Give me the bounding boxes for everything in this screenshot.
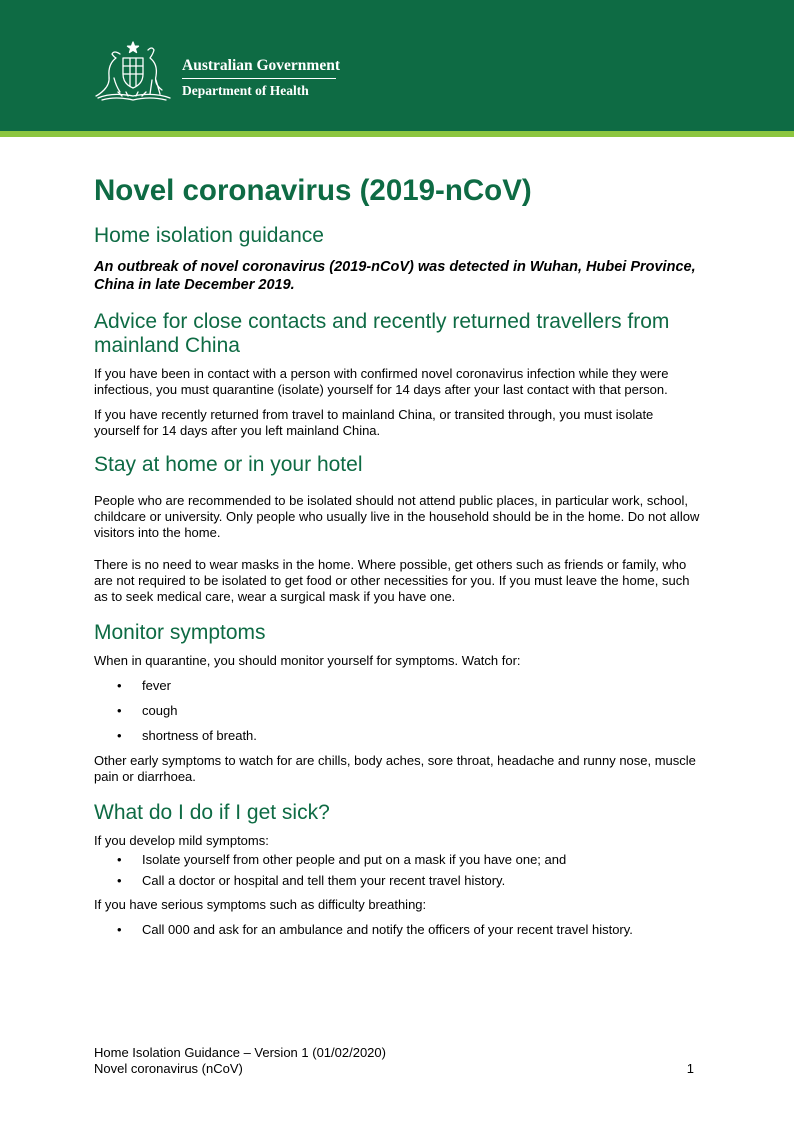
org-name-line1: Australian Government — [182, 57, 341, 74]
paragraph: If you develop mild symptoms: — [94, 833, 269, 848]
symptom-list — [94, 678, 700, 744]
list-item-text: shortness of breath. — [142, 728, 257, 743]
section-heading: Advice for close contacts and recently returned travellers from mainland China — [94, 310, 670, 357]
serious-symptom-list — [94, 922, 700, 938]
document-body — [94, 168, 700, 938]
paragraph: When in quarantine, you should monitor yourself for symptoms. Watch for: — [94, 653, 521, 668]
bullet: • — [117, 678, 122, 693]
org-name — [182, 56, 340, 99]
bullet: • — [117, 852, 122, 867]
list-item-text: Call a doctor or hospital and tell them your recent travel history. — [142, 873, 506, 888]
bullet: • — [117, 922, 122, 937]
header-stripe — [0, 131, 794, 137]
paragraph: If you have been in contact with a person with confirmed novel coronavirus infection while they were infectious, you must quarantine (isolate) yourself for 14 days after your last contact with that person. — [94, 366, 669, 397]
bullet: • — [117, 703, 122, 718]
document-title: Novel coronavirus (2019-nCoV) — [94, 174, 532, 207]
paragraph: There is no need to wear masks in the home. Where possible, get others such as friends or family, who are not required to be isolated to get food or other necessities for you. If you must leave the home, such as to seek medical care, wear a surgical mask if you have one. — [94, 557, 690, 604]
coat-of-arms-icon — [92, 40, 174, 104]
mild-symptom-list — [94, 852, 700, 889]
list-item-text: Isolate yourself from other people and put on a mask if you have one; and — [142, 852, 567, 867]
org-name-line2: Department of Health — [182, 83, 309, 98]
list-item-text: Call 000 and ask for an ambulance and notify the officers of your recent travel history. — [142, 922, 633, 937]
list-item-text: fever — [142, 678, 171, 693]
section-heading: Monitor symptoms — [94, 621, 266, 644]
bullet: • — [117, 728, 122, 743]
list-item-text: cough — [142, 703, 178, 718]
page-number: 1 — [686, 1061, 694, 1076]
paragraph: If you have recently returned from travel to mainland China, or transited through, you must isolate yourself for 14 days after you left mainland China. — [94, 407, 654, 438]
paragraph: Other early symptoms to watch for are chills, body aches, sore throat, headache and runny nose, muscle pain or diarrhoea. — [94, 753, 696, 784]
lead-paragraph: An outbreak of novel coronavirus (2019-nCoV) was detected in Wuhan, Hubei Province, China in late December 2019. — [94, 259, 696, 293]
org-name-rule — [182, 78, 336, 79]
list-item — [94, 678, 700, 694]
footer-line2: Novel coronavirus (nCoV) — [94, 1061, 243, 1076]
list-item — [94, 728, 700, 744]
document-subtitle: Home isolation guidance — [94, 224, 324, 247]
paragraph: People who are recommended to be isolated should not attend public places, in particular work, school, childcare or university. Only people who usually live in the household should be in the home. Do not allow visitors into the home. — [94, 493, 700, 540]
footer-line1: Home Isolation Guidance – Version 1 (01/02/2020) — [94, 1045, 386, 1060]
section-heading: What do I do if I get sick? — [94, 801, 330, 824]
section-heading: Stay at home or in your hotel — [94, 453, 363, 476]
header-banner — [0, 0, 794, 131]
list-item — [94, 873, 700, 889]
list-item — [94, 922, 700, 938]
list-item — [94, 852, 700, 868]
paragraph: If you have serious symptoms such as difficulty breathing: — [94, 897, 427, 912]
page-footer — [94, 1045, 700, 1077]
list-item — [94, 703, 700, 719]
bullet: • — [117, 873, 122, 888]
